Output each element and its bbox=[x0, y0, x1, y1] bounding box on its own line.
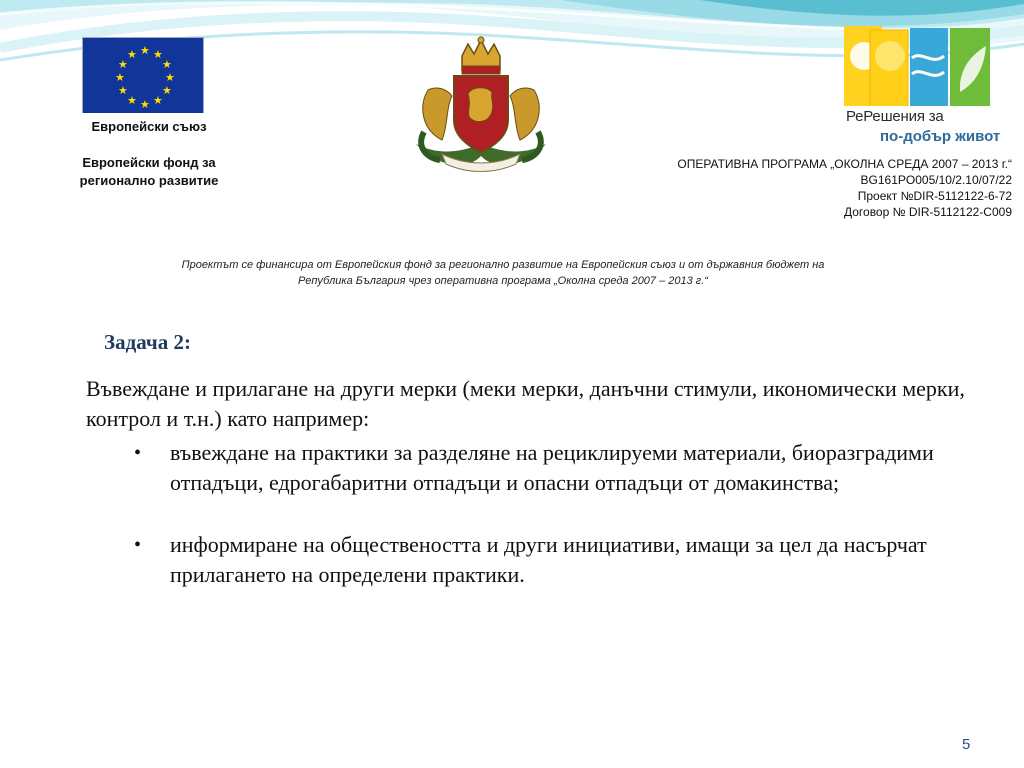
op-line-3: Проект №DIR-5112122-6-72 bbox=[857, 189, 1012, 203]
svg-text:★: ★ bbox=[127, 94, 137, 107]
intro-paragraph: Въвеждане и прилагане на други мерки (меки мерки, данъчни стимули, икономически мерки, контрол и т.н.) като например: bbox=[86, 376, 965, 431]
bullet-marker: • bbox=[134, 534, 142, 556]
svg-text:★: ★ bbox=[162, 58, 172, 71]
bullet-item: въвеждане на практики за разделяне на рециклируеми материали, биоразградими отпадъци, едрогабаритни отпадъци и опасни отпадъци от домакинства; bbox=[170, 440, 934, 495]
op-line-2: BG161PO005/10/2.10/07/22 bbox=[860, 173, 1012, 187]
svg-text:★: ★ bbox=[118, 84, 128, 97]
financing-note-line-1: Проектът се финансира от Европейския фонд за регионално развитие на Европейския съюз и от държавния бюджет на bbox=[181, 259, 825, 271]
operative-program-info bbox=[592, 156, 1012, 220]
eu-fund-label: Европейски фонд за регионално развитие bbox=[79, 155, 219, 188]
svg-text:★: ★ bbox=[153, 94, 163, 107]
svg-text:★: ★ bbox=[162, 84, 172, 97]
svg-text:★: ★ bbox=[118, 58, 128, 71]
logo-text-top: РеРешения за bbox=[846, 108, 944, 125]
bullet-item: информиране на обществеността и други инициативи, имащи за цел да насърчат прилагането на определени практики. bbox=[170, 532, 927, 587]
financing-note-line-2: Република България чрез оперативна програма „Околна среда 2007 – 2013 г.“ bbox=[298, 275, 708, 287]
svg-text:★: ★ bbox=[140, 44, 150, 57]
task-title: Задача 2: bbox=[104, 330, 191, 354]
logo-text-bottom: по-добър живот bbox=[880, 128, 1001, 145]
eu-union-label: Европейски съюз bbox=[91, 119, 207, 134]
svg-text:★: ★ bbox=[115, 71, 125, 84]
svg-text:★: ★ bbox=[165, 71, 175, 84]
svg-text:★: ★ bbox=[140, 98, 150, 111]
eu-flag bbox=[82, 37, 204, 117]
op-line-1: ОПЕРАТИВНА ПРОГРАМА „ОКОЛНА СРЕДА 2007 – 2013 г.“ bbox=[677, 157, 1012, 171]
bullet-marker: • bbox=[134, 442, 142, 464]
svg-text:★: ★ bbox=[127, 48, 137, 61]
page-number: 5 bbox=[962, 736, 971, 753]
financing-note bbox=[150, 257, 856, 289]
op-line-4: Договор № DIR-5112122-С009 bbox=[843, 205, 1012, 219]
coat-of-arms-icon bbox=[406, 36, 556, 178]
svg-text:★: ★ bbox=[153, 48, 163, 61]
